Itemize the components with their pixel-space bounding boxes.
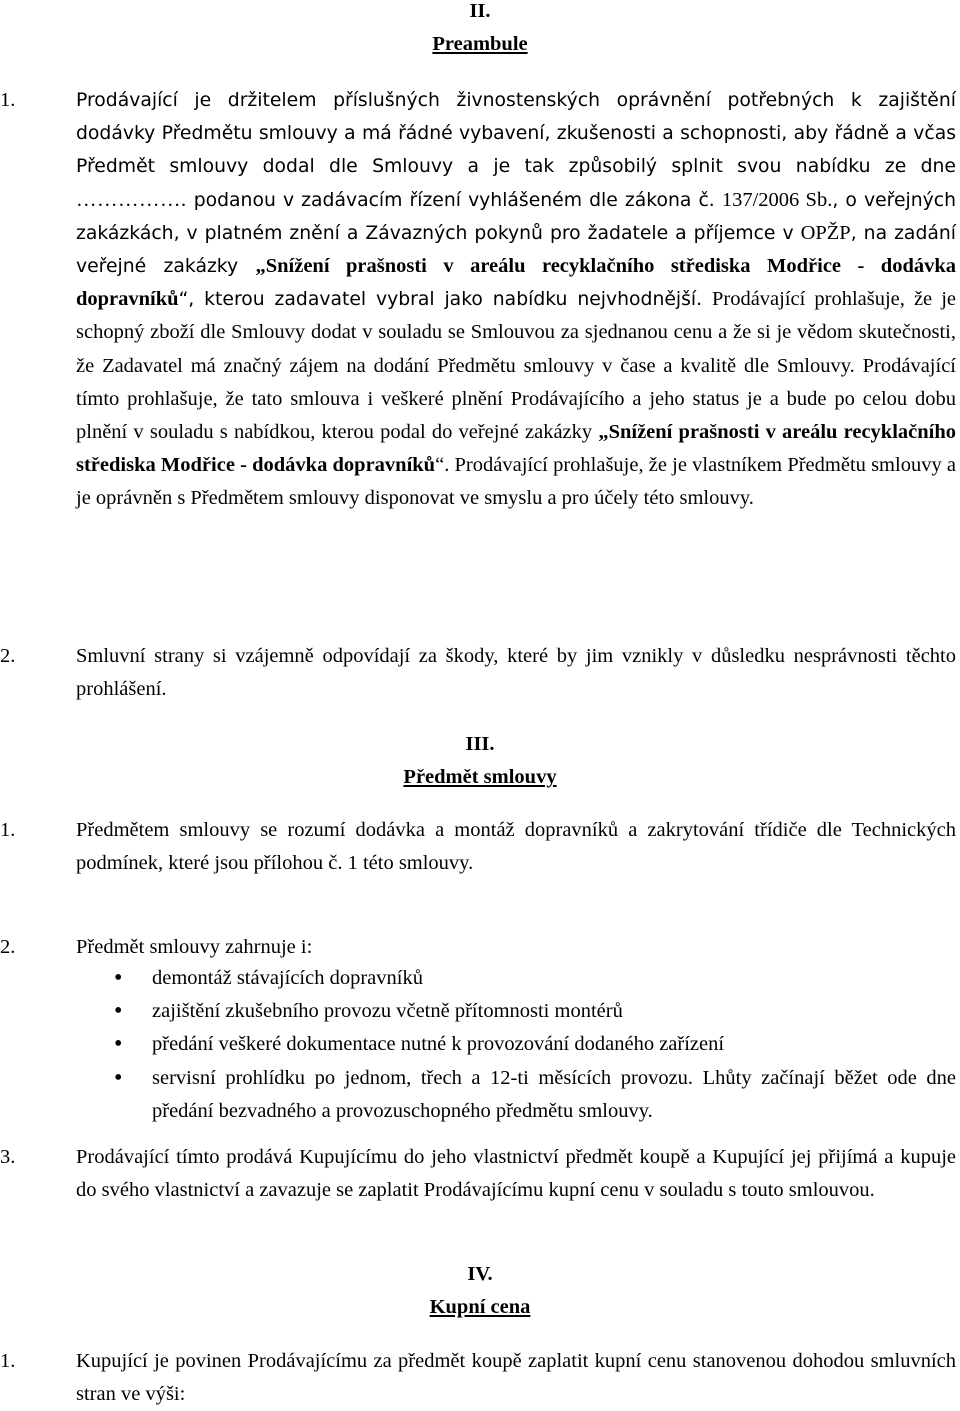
item-number: 2. bbox=[0, 936, 16, 958]
list-item: • předání veškeré dokumentace nutné k provozování dodaného zařízení bbox=[76, 1028, 956, 1061]
kupni-cena-item-1: 1. Kupující je povinen Prodávajícímu za předmět koupě zaplatit kupní cenu stanovenou dohodou smluvních stran ve výši: bbox=[0, 1345, 960, 1411]
bullet-icon: • bbox=[114, 1031, 123, 1058]
preambule-item-2: 2. Smluvní strany si vzájemně odpovídají za škody, které by jim vznikly v důsledku nesprávnosti těchto prohlášení. bbox=[0, 640, 960, 706]
predmet-item-2: 2. Předmět smlouvy zahrnuje i: bbox=[0, 931, 960, 964]
section-number: III. bbox=[465, 733, 495, 755]
item-number: 3. bbox=[0, 1146, 16, 1168]
contract-name: „Snížení prašnosti v areálu recyklačního střediska Modřice - dodávka dopravníků bbox=[76, 421, 957, 477]
item-number: 1. bbox=[0, 819, 16, 841]
section-heading-kupni-cena bbox=[0, 1258, 960, 1324]
list-item: • servisní prohlídku po jednom, třech a 12-ti měsících provozu. Lhůty začínají běžet ode dne předání bezvadného a provozuschopného předmětu smlouvy. bbox=[76, 1062, 956, 1128]
predmet-item-1: 1. Předmětem smlouvy se rozumí dodávka a montáž dopravníků a zakrytování třídiče dle Technických podmínek, které jsou přílohou č. 1 této smlouvy. bbox=[0, 814, 960, 880]
predmet-item-3: 3. Prodávající tímto prodává Kupujícímu do jeho vlastnictví předmět koupě a Kupující jej přijímá a kupuje do svého vlastnictví a zavazuje se zaplatit Prodávajícímu kupní cenu v souladu s touto smlouvou. bbox=[0, 1141, 960, 1207]
list-item: • demontáž stávajících dopravníků bbox=[76, 962, 956, 995]
section-title: Kupní cena bbox=[429, 1296, 531, 1319]
list-item: • zajištění zkušebního provozu včetně přítomnosti montérů bbox=[76, 995, 956, 1028]
section-number: IV. bbox=[467, 1263, 493, 1285]
bullet-icon: • bbox=[114, 1064, 123, 1091]
item-number: 1. bbox=[0, 89, 16, 111]
bullet-list bbox=[76, 962, 956, 1128]
bullet-icon: • bbox=[114, 998, 123, 1025]
contract-name: „Snížení prašnosti v areálu recyklačního střediska Modřice - dodávka dopravníků bbox=[76, 255, 956, 311]
section-title: Předmět smlouvy bbox=[403, 766, 557, 789]
section-heading-preambule bbox=[0, 0, 960, 61]
bullet-icon: • bbox=[114, 965, 123, 991]
item-number: 2. bbox=[0, 645, 16, 667]
item-number: 1. bbox=[0, 1350, 16, 1372]
section-number: II. bbox=[469, 0, 491, 22]
section-title: Preambule bbox=[432, 33, 528, 56]
preambule-item-1: 1. Prodávající je držitelem příslušných živnostenských oprávnění potřebných k zajištění dodávky Předmětu smlouvy a má řádné vybavení, zkušenosti a schopnosti, aby řádně a včas Předmět smlouvy dodal dle Smlouvy a je tak způsobilý splnit svou nabídku ze dne ……………. podanou v zadávacím řízení vyhlášeném dle zákona č. 137/2006 Sb., o veřejných zakázkách, v platném znění a Závazných pokynů pro žadatele a příjemce v OPŽP, na zadání veřejné zakázky „Snížení prašnosti v areálu recyklačního střediska Modřice - dodávka dopravníků“, kterou zadavatel vybral jako nabídku nejvhodnější. Prodávající prohlašuje, že je schopný zboží dle Smlouvy dodat v souladu se Smlouvou za sjednanou cenu a že si je vědom skutečnosti, že Zadavatel má značný zájem na dodání Předmětu smlouvy v čase a kvalitě dle Smlouvy. Prodávající tímto prohlašuje, že tato smlouva i veškeré plnění Prodávajícího a jeho status je a bude po celou dobu plnění v souladu s nabídkou, kterou podal do veřejné zakázky „Snížení prašnosti v areálu recyklačního střediska Modřice - dodávka dopravníků“. Prodávající prohlašuje, že je vlastníkem Předmětu smlouvy a je oprávněn s Předmětem smlouvy disponovat ve smyslu a pro účely této smlouvy. bbox=[0, 84, 960, 516]
section-heading-predmet bbox=[0, 728, 960, 794]
